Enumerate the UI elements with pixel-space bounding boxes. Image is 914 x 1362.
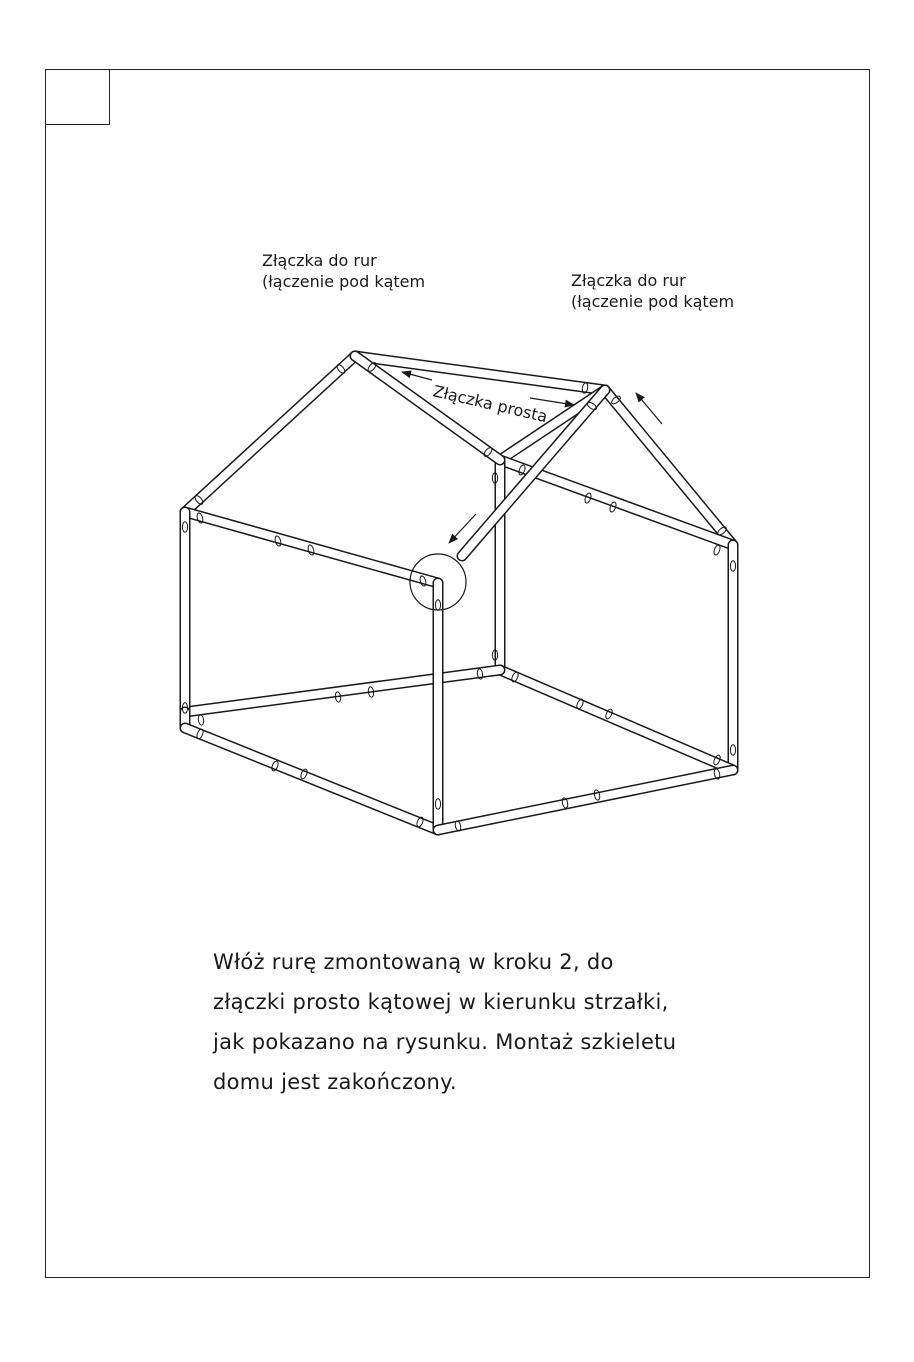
callout-right-line1: Złączka do rur xyxy=(571,271,686,290)
tube-joint-mark xyxy=(713,544,721,556)
instructions-text xyxy=(213,942,733,1102)
callout-left-line2: (łączenie pod kątem xyxy=(262,272,426,291)
arrow-ridge-up xyxy=(636,393,662,424)
callout-right-line2: (łączenie pod kątem xyxy=(571,292,735,311)
tube-front-left-rafter xyxy=(185,356,355,512)
tube-left-base-rail xyxy=(185,728,438,830)
tube-left-bottom-rail xyxy=(185,670,500,712)
instruction-line-1: Włóż rurę zmontowaną w kroku 2, do xyxy=(213,950,614,974)
arrow-straight-left xyxy=(402,372,432,380)
tube-back-bottom-rail xyxy=(500,670,733,770)
instruction-line-4: domu jest zakończony. xyxy=(213,1070,457,1094)
instruction-line-3: jak pokazano na rysunku. Montaż szkieletu xyxy=(213,1030,677,1054)
instruction-line-2: złączki prosto kątowej w kierunku strzałki, xyxy=(213,990,669,1014)
tube-left-top-rail xyxy=(185,512,438,583)
tube-joint-mark xyxy=(198,714,205,725)
straight-connector-label: Złączka prosta xyxy=(431,381,550,427)
callout-left-line1: Złączka do rur xyxy=(262,251,377,270)
tube-front-base-rail xyxy=(438,770,733,830)
frame-tubes xyxy=(185,356,733,830)
